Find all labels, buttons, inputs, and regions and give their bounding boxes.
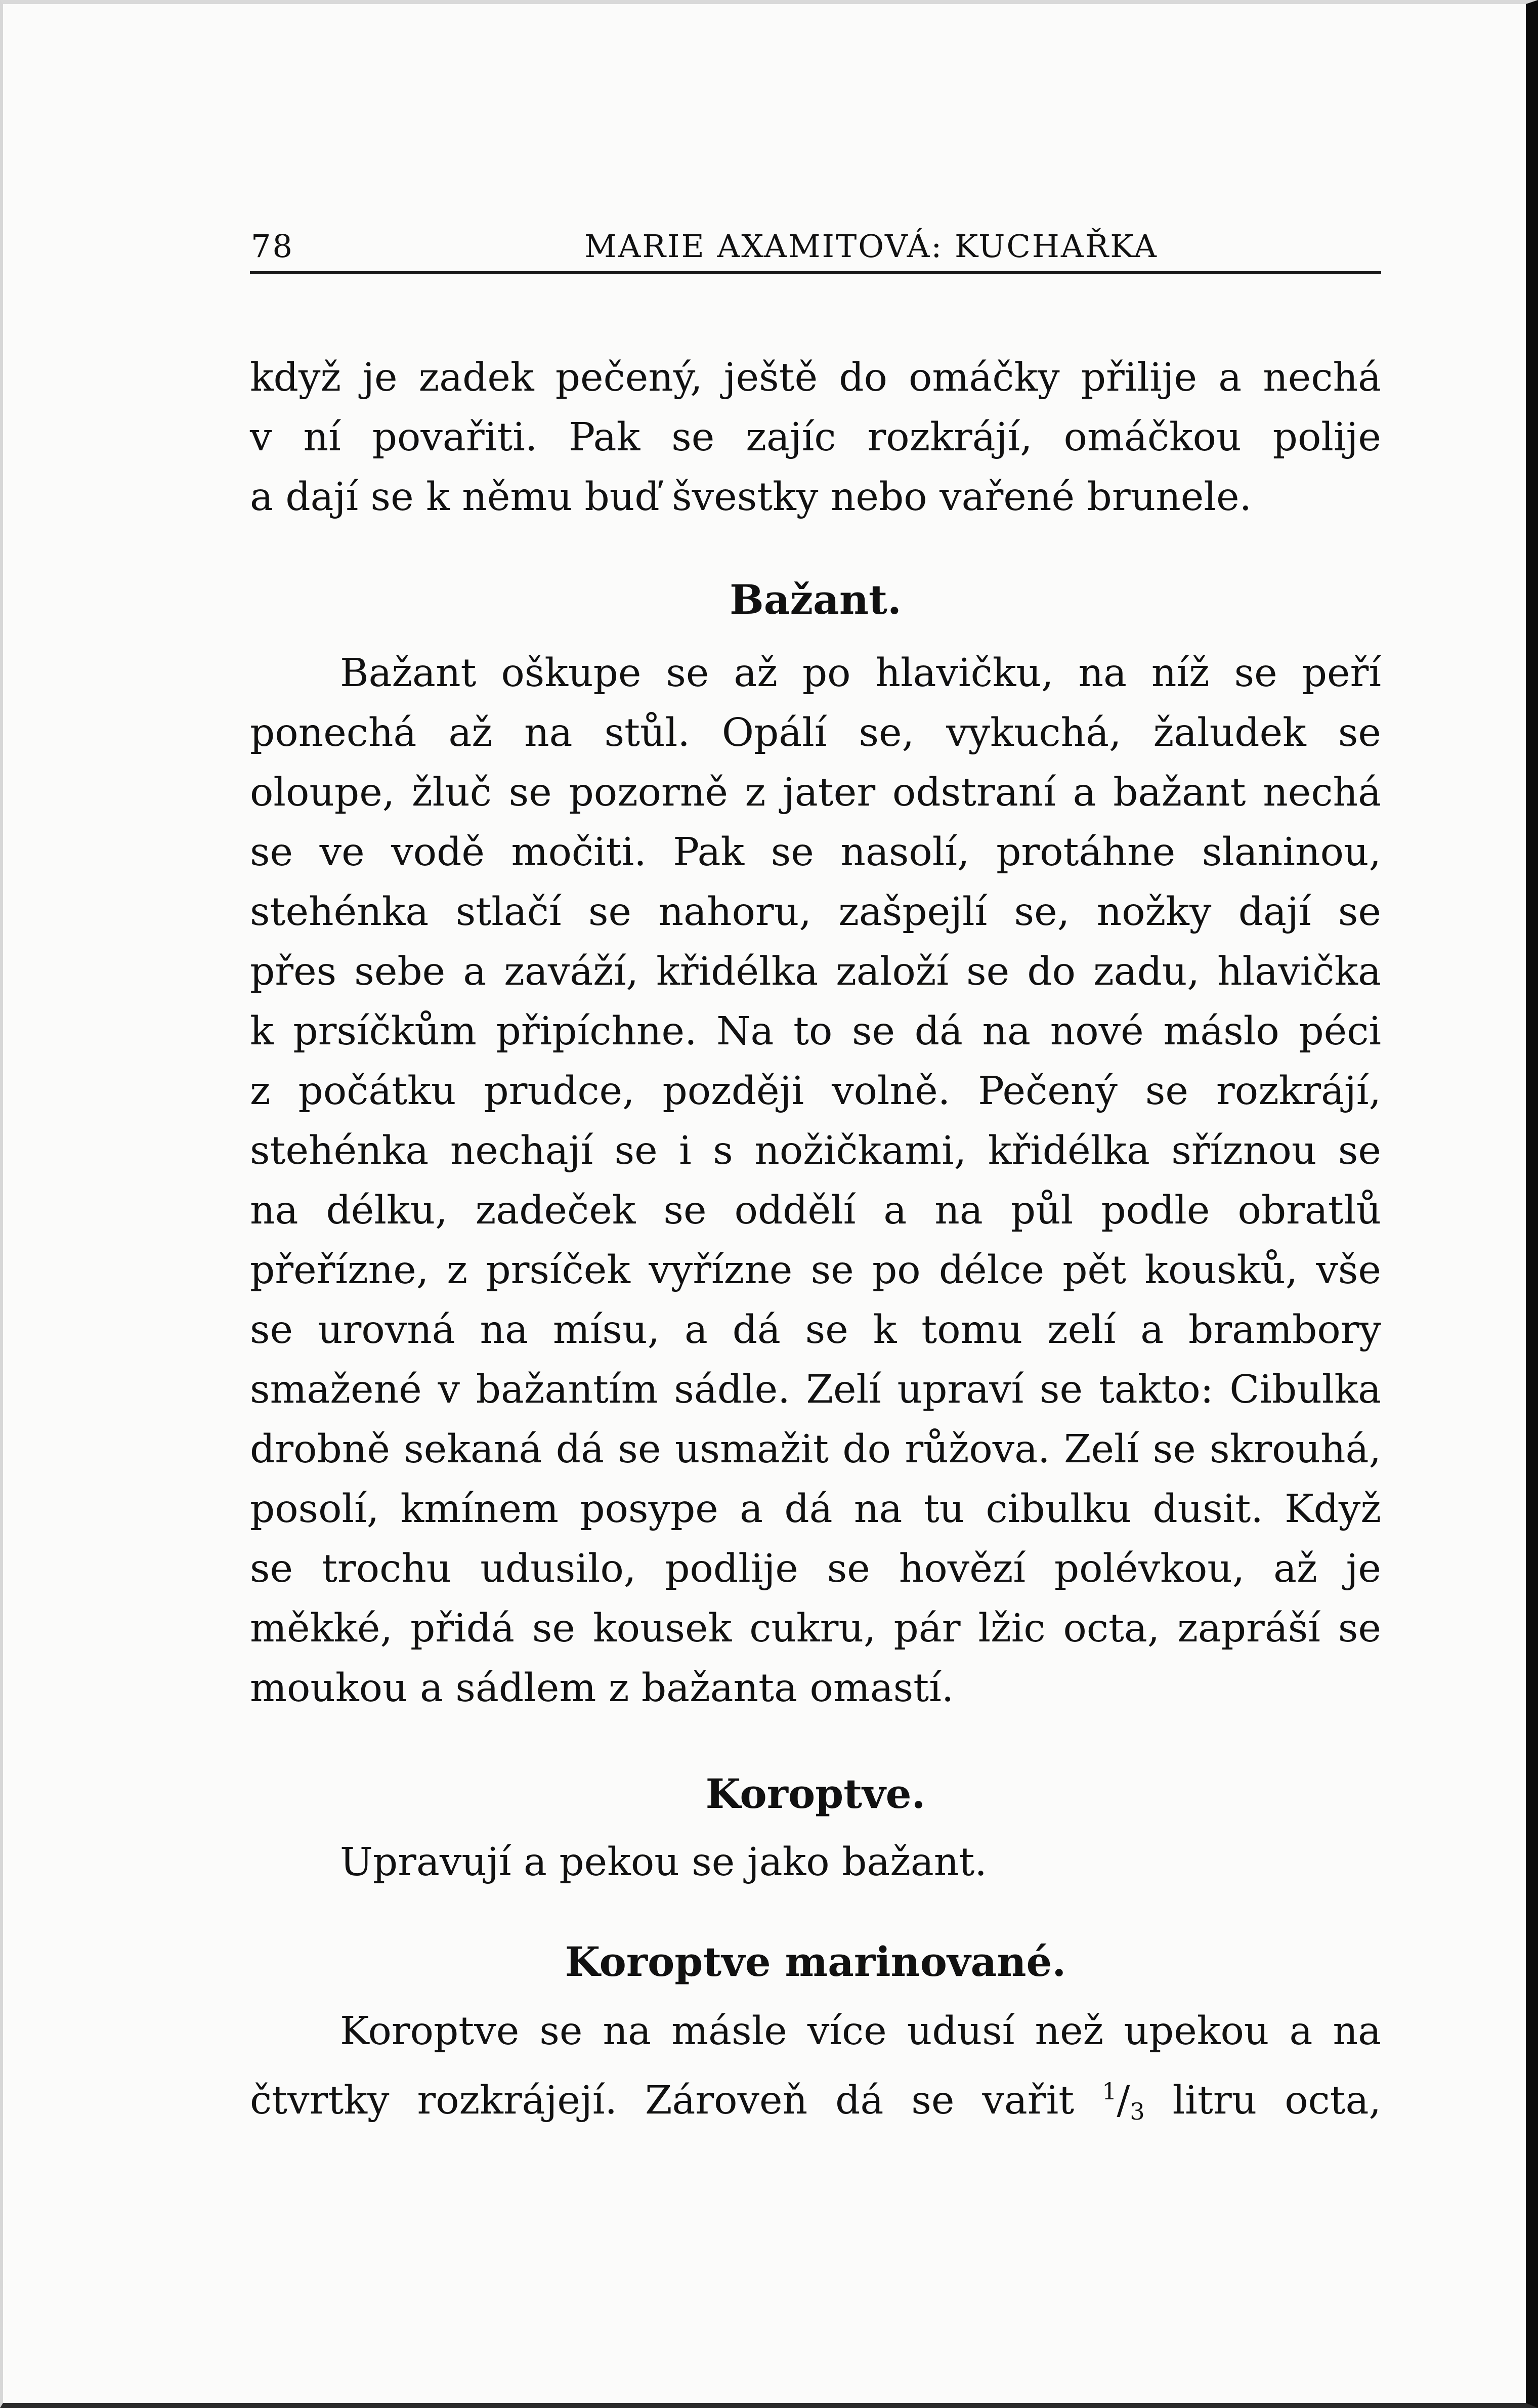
- intro-paragraph: [250, 348, 1381, 527]
- section-heading: Bažant.: [730, 576, 902, 623]
- text-fragment: čtvrtky rozkrájejí. Zároveň dá se vařit: [250, 2078, 1102, 2123]
- text-line: na délku, zadeček se oddělí a na půl podle obratlů: [250, 1188, 1381, 1233]
- text-line: drobně sekaná dá se usmažit do růžova. Zelí se skrouhá,: [250, 1427, 1381, 1472]
- text-line: když je zadek pečený, ještě do omáčky přilije a nechá: [250, 355, 1381, 400]
- text-line: přes sebe a zaváží, křidélka založí se do zadu, hlavička: [250, 949, 1381, 994]
- text-line-with-fraction: [250, 2061, 1381, 2141]
- page-number: 78: [251, 228, 294, 265]
- text-line: přeřízne, z prsíček vyřízne se po délce pět kousků, vše: [250, 1248, 1381, 1293]
- section-koroptve-marinovane-body: [250, 2002, 1381, 2141]
- section-bazant-body: [250, 644, 1381, 1718]
- text-fragment: litru octa,: [1144, 2078, 1381, 2123]
- text-line: k prsíčkům připíchne. Na to se dá na nové máslo péci: [250, 1009, 1381, 1054]
- section-bazant: [250, 570, 1381, 629]
- text-line: Upravují a pekou se jako bažant.: [340, 1840, 987, 1885]
- fraction-numerator: 1: [1102, 2078, 1117, 2105]
- running-title: MARIE AXAMITOVÁ: KUCHAŘKA: [584, 228, 1158, 265]
- text-line: v ní povařiti. Pak se zajíc rozkrájí, omáčkou polije: [250, 415, 1381, 460]
- section-koroptve-body: [250, 1833, 1381, 1892]
- text-line: se urovná na mísu, a dá se k tomu zelí a brambory: [250, 1307, 1381, 1353]
- fraction-denominator: 3: [1130, 2098, 1145, 2125]
- text-line: měkké, přidá se kousek cukru, pár lžic octa, zapráší se: [250, 1606, 1381, 1651]
- text-line: smažené v bažantím sádle. Zelí upraví se takto: Cibulka: [250, 1367, 1381, 1412]
- text-line: Bažant oškupe se až po hlavičku, na níž se peří: [340, 651, 1381, 696]
- text-line: se trochu udusilo, podlije se hovězí polévkou, až je: [250, 1546, 1381, 1591]
- text-line: stehénka stlačí se nahoru, zašpejlí se, nožky dají se: [250, 890, 1381, 935]
- text-line: posolí, kmínem posype a dá na tu cibulku dusit. Když: [250, 1487, 1381, 1532]
- text-line: a dají se k němu buď švestky nebo vařené brunele.: [250, 475, 1252, 520]
- section-heading: Koroptve.: [705, 1770, 926, 1818]
- text-line: moukou a sádlem z bažanta omastí.: [250, 1666, 954, 1711]
- running-header: [250, 222, 1381, 274]
- section-koroptve: [250, 1764, 1381, 1824]
- text-line: stehénka nechají se i s nožičkami, křidélka sříznou se: [250, 1128, 1381, 1173]
- text-line: ponechá až na stůl. Opálí se, vykuchá, žaludek se: [250, 710, 1381, 755]
- text-line: z počátku prudce, později volně. Pečený se rozkrájí,: [250, 1069, 1381, 1114]
- text-line: se ve vodě močiti. Pak se nasolí, protáhne slaninou,: [250, 830, 1381, 875]
- section-heading: Koroptve marinované.: [565, 1938, 1066, 1985]
- text-line: Koroptve se na másle více udusí než upekou a na: [340, 2009, 1381, 2054]
- fraction-separator: /: [1117, 2078, 1130, 2123]
- section-koroptve-marinovane: [250, 1932, 1381, 1992]
- text-line: oloupe, žluč se pozorně z jater odstraní a bažant nechá: [250, 770, 1381, 815]
